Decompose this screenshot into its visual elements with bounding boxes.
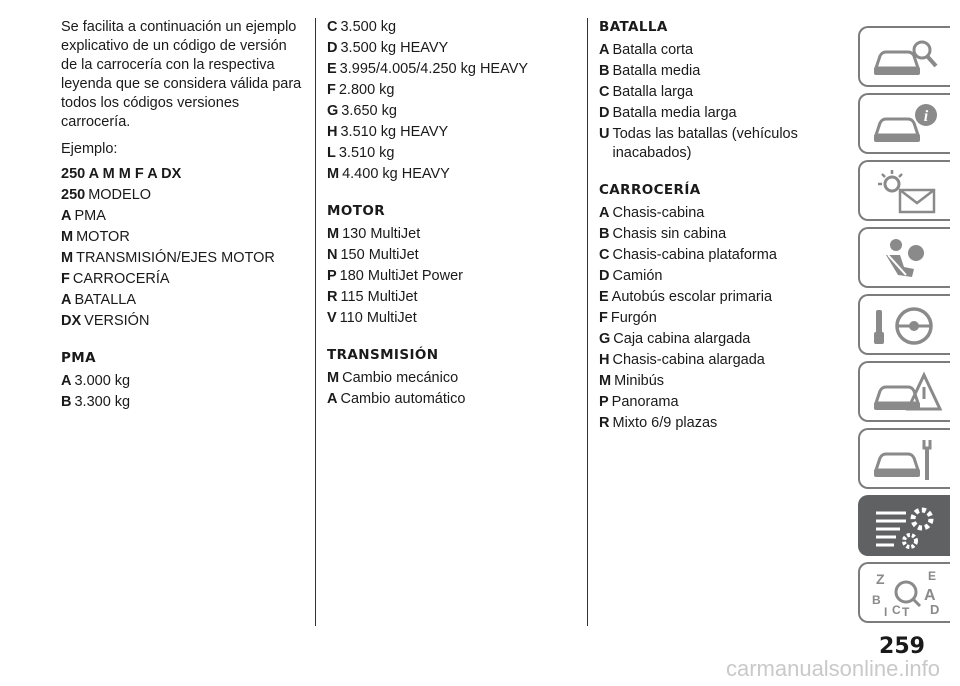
pma-item: B 3.300 kg (61, 394, 131, 410)
section-heading-carroceria: CARROCERÍA (599, 182, 701, 198)
pma-item: C 3.500 kg (327, 19, 397, 35)
section-heading-motor: MOTOR (327, 203, 385, 219)
airbag-seat-icon (870, 235, 942, 283)
legend-item: M MOTOR (61, 229, 130, 245)
tab-emergency[interactable] (858, 361, 950, 422)
alphabetical-index-icon (870, 570, 942, 618)
section-heading-pma: PMA (61, 350, 96, 366)
pma-item: L 3.510 kg (327, 145, 395, 161)
carroceria-item: B Chasis sin cabina (599, 226, 727, 242)
column-3 (599, 18, 849, 435)
example-label: Ejemplo: (61, 141, 118, 157)
starting-driving-icon (870, 302, 942, 350)
carroceria-item: G Caja cabina alargada (599, 331, 751, 347)
carroceria-item: H Chasis-cabina alargada (599, 352, 765, 368)
batalla-item: B Batalla media (599, 63, 701, 79)
carroceria-item: C Chasis-cabina plataforma (599, 247, 777, 263)
tab-car-search[interactable] (858, 26, 950, 87)
example-code: 250 A M M F A DX (61, 166, 182, 182)
motor-item: N 150 MultiJet (327, 247, 419, 263)
svg-text:I: I (884, 605, 888, 618)
svg-text:T: T (902, 605, 910, 618)
svg-text:E: E (928, 570, 937, 583)
legend-item: DX VERSIÓN (61, 313, 150, 329)
batalla-item: U Todas las batallas (vehículos inacabados) (599, 126, 798, 161)
car-info-icon (870, 101, 942, 149)
emergency-car-icon (870, 369, 942, 417)
tab-technical-specs[interactable] (858, 495, 950, 556)
watermark: carmanualsonline.info (725, 656, 940, 681)
carroceria-item: M Minibús (599, 373, 665, 389)
tab-maintenance[interactable] (858, 428, 950, 489)
transmision-item: A Cambio automático (327, 391, 466, 407)
car-search-icon (870, 34, 942, 82)
legend-item: A BATALLA (61, 292, 137, 308)
svg-text:A: A (924, 587, 936, 604)
carroceria-item: E Autobús escolar primaria (599, 289, 773, 305)
pma-item: M 4.400 kg HEAVY (327, 166, 450, 182)
pma-item: D 3.500 kg HEAVY (327, 40, 449, 56)
technical-specs-icon (870, 503, 942, 551)
batalla-item: A Batalla corta (599, 42, 694, 58)
pma-item: H 3.510 kg HEAVY (327, 124, 449, 140)
pma-item: G 3.650 kg (327, 103, 397, 119)
pma-item: A 3.000 kg (61, 373, 131, 389)
motor-item: R 115 MultiJet (327, 289, 418, 305)
motor-item: M 130 MultiJet (327, 226, 421, 242)
column-divider-2 (587, 18, 588, 626)
carroceria-item: R Mixto 6/9 plazas (599, 415, 718, 431)
section-heading-transmision: TRANSMISIÓN (327, 347, 439, 363)
legend-item: M TRANSMISIÓN/EJES MOTOR (61, 250, 275, 266)
carroceria-item: F Furgón (599, 310, 657, 326)
batalla-item: D Batalla media larga (599, 105, 737, 121)
carroceria-item: A Chasis-cabina (599, 205, 705, 221)
legend-item: A PMA (61, 208, 106, 224)
tab-car-info[interactable] (858, 93, 950, 154)
pma-item: F 2.800 kg (327, 82, 395, 98)
svg-text:Z: Z (876, 571, 885, 587)
column-1 (61, 18, 306, 414)
section-tabs (858, 26, 960, 629)
svg-text:D: D (930, 602, 940, 617)
tab-warning-lights[interactable] (858, 160, 950, 221)
warning-lights-icon (870, 168, 942, 216)
column-2 (327, 18, 577, 411)
column-divider-1 (315, 18, 316, 626)
motor-item: V 110 MultiJet (327, 310, 417, 326)
legend-item: 250 MODELO (61, 187, 152, 203)
motor-item: P 180 MultiJet Power (327, 268, 463, 284)
tab-starting-driving[interactable] (858, 294, 950, 355)
tab-airbag-seat[interactable] (858, 227, 950, 288)
batalla-item: C Batalla larga (599, 84, 694, 100)
legend-item: F CARROCERÍA (61, 271, 170, 287)
intro-paragraph: Se facilita a continuación un ejemplo explicativo de un código de versión de la carrocería con la respectiva leyenda que se considera válida para todos los códigos versiones carrocería. (61, 19, 302, 130)
svg-text:B: B (872, 593, 881, 607)
svg-text:i: i (923, 108, 929, 125)
legend-list (61, 186, 306, 331)
transmision-item: M Cambio mecánico (327, 370, 459, 386)
section-heading-batalla: BATALLA (599, 19, 668, 35)
pma-item: E 3.995/4.005/4.250 kg HEAVY (327, 61, 529, 77)
car-maintenance-icon (870, 436, 942, 484)
tab-alphabetical-index[interactable] (858, 562, 950, 623)
page-number: 259 (879, 634, 925, 659)
carroceria-item: D Camión (599, 268, 663, 284)
svg-text:C: C (892, 603, 901, 617)
carroceria-item: P Panorama (599, 394, 679, 410)
